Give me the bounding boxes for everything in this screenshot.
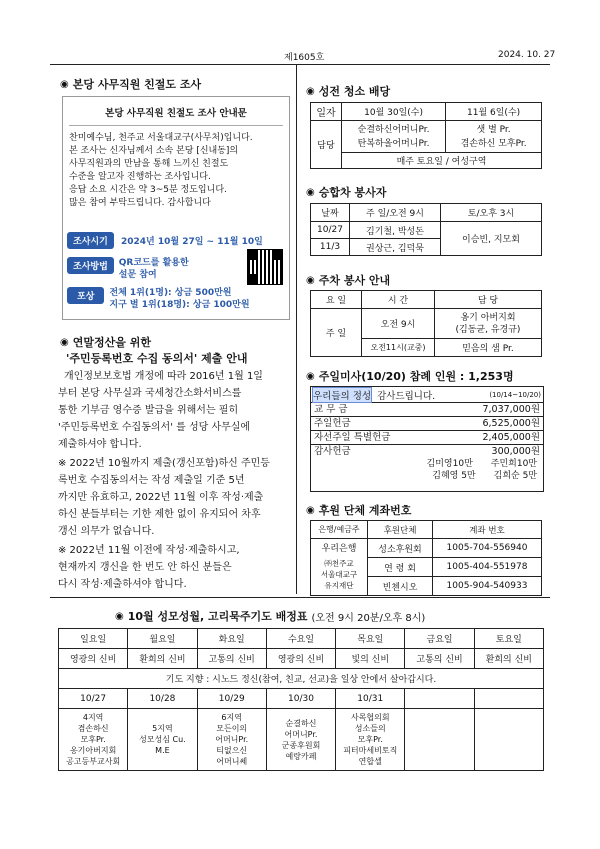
rosary-group — [266, 709, 335, 771]
rosary-group — [59, 709, 128, 771]
rosary-title-text: 10월 성모성월, 고리묵주기도 배정표 — [127, 610, 308, 623]
consent-body — [58, 368, 290, 593]
rosary-group — [197, 709, 266, 771]
survey-line: 본 조사는 신자님께서 소속 본당 [신내동]의 — [69, 146, 239, 156]
sanctuary-c2 — [446, 121, 542, 153]
rosary-day: 토요일 — [474, 629, 543, 649]
survey-prize-row — [67, 287, 250, 311]
rosary-group-line: 6지역 — [221, 713, 242, 722]
rosary-table — [58, 628, 544, 771]
rosary-group-line: 사목협의회 — [350, 713, 390, 722]
rosary-group — [128, 709, 197, 771]
meal-h1: 주 일/오전 9시 — [350, 204, 441, 222]
parking-day: 주 일 — [311, 309, 362, 357]
support-org: 연 령 회 — [368, 558, 433, 577]
parking-section-title — [306, 272, 390, 288]
donor-name: 김미영10만 — [426, 459, 473, 469]
parking-a2: 믿음의 샘 Pr. — [435, 339, 542, 357]
prize-value — [109, 287, 249, 311]
rosary-mystery: 영광의 신비 — [59, 649, 128, 669]
sanctuary-h0: 일자 — [311, 103, 342, 121]
survey-line: 수준을 알고자 진행하는 조사입니다. — [69, 172, 211, 182]
rosary-group-line: 공고등부교사회 — [66, 757, 121, 766]
method-line: 설문 참여 — [118, 270, 157, 280]
parking-title-text: 주차 봉사 안내 — [318, 274, 391, 287]
rosary-date: 10/30 — [266, 689, 335, 709]
support-acct: 1005-404-551978 — [433, 558, 542, 577]
bullet-icon: ◉ — [306, 85, 315, 97]
rosary-group-line: 성모성심 Cu. — [139, 735, 186, 744]
rosary-mystery: 빛의 신비 — [336, 649, 405, 669]
rosary-group-line: 모후Pr. — [357, 735, 383, 744]
support-org: 빈첸시오 — [368, 577, 433, 596]
sanctuary-title-text: 성전 청소 배당 — [318, 85, 391, 98]
consent-line: 현재까지 갱신을 한 번도 안 하신 분들은 — [58, 562, 232, 573]
consent-line: 갱신 의무가 없습니다. — [58, 526, 155, 537]
offering-rows — [311, 403, 543, 458]
rosary-mystery: 영광의 신비 — [266, 649, 335, 669]
parking-table — [310, 290, 542, 357]
prize-line: 지구 별 1위(18명): 상금 100만원 — [109, 300, 250, 310]
parking-h0: 요 일 — [311, 291, 362, 309]
offering-row — [311, 431, 543, 445]
rosary-row — [59, 709, 544, 771]
survey-section-title — [60, 76, 201, 92]
parking-h1: 시 간 — [362, 291, 435, 309]
survey-box — [62, 96, 290, 320]
consent-title-line2: '주민등록번호 수집 동의서' 제출 안내 — [66, 352, 248, 365]
issue-number: 제1605호 — [284, 53, 325, 63]
offering-label: 감사헌금 — [314, 446, 351, 457]
period-value: 2024년 10월 27일 ~ 11월 10일 — [120, 237, 263, 247]
offering-row — [311, 403, 543, 417]
rosary-day: 화요일 — [197, 629, 266, 649]
consent-para2 — [58, 455, 290, 540]
period-label: 조사시기 — [67, 232, 114, 249]
meal-sat-names: 이승빈, 지모회 — [441, 222, 542, 256]
survey-title-text: 본당 사무직원 친절도 조사 — [72, 78, 202, 91]
offering-row — [311, 445, 543, 458]
consent-line: ※ 2022년 11월 이전에 작성·제출하시고, — [58, 545, 240, 556]
support-bank-cell — [311, 539, 368, 596]
sanctuary-c1 — [342, 121, 446, 153]
offering-amount: 6,525,000원 — [482, 418, 540, 429]
rosary-time: (오전 9시 20분/오후 8시) — [311, 612, 426, 624]
rosary-day: 일요일 — [59, 629, 128, 649]
rosary-group — [405, 709, 474, 771]
header-rule — [50, 64, 550, 65]
method-value — [119, 257, 189, 281]
support-h2: 계좌 번호 — [433, 521, 542, 539]
rosary-day: 목요일 — [336, 629, 405, 649]
bullet-icon: ◉ — [306, 504, 315, 516]
rosary-intention: 기도 지향 : 시노드 정신(참여, 친교, 선교)을 일상 안에서 살아갑시다. — [59, 669, 544, 689]
meal-table — [310, 203, 542, 256]
issue-date: 2024. 10. 27 — [498, 50, 556, 60]
rosary-group-line: 순결하신 — [285, 718, 317, 728]
parking-t1: 오전 9시 — [362, 309, 435, 339]
consent-line: 통한 기부금 영수증 발급을 위해서는 필히 — [58, 405, 239, 416]
rosary-rule — [50, 597, 550, 598]
rosary-group-line: 피터마세비토직 — [343, 746, 398, 755]
rosary-row — [59, 649, 544, 669]
meal-r2-date: 11/3 — [311, 239, 350, 256]
rosary-date: 10/29 — [197, 689, 266, 709]
consent-line: 하신 분들부터는 기한 제한 없이 유지되어 차후 — [58, 509, 261, 520]
consent-para1 — [58, 368, 290, 453]
rosary-row — [59, 689, 544, 709]
rosary-group-line: 어머니Pr. — [284, 729, 318, 739]
offering-donors — [311, 458, 543, 482]
survey-period-row — [67, 232, 263, 249]
qr-code-icon[interactable] — [247, 249, 283, 285]
offering-period: (10/14~10/20) — [489, 390, 541, 399]
meal-title-text: 승합차 봉사자 — [318, 186, 387, 199]
rosary-date: 10/31 — [336, 689, 405, 709]
rosary-group-line: 4지역 — [82, 713, 104, 722]
survey-line: 찬미예수님, 천주교 서울대교구(사무처)입니다. — [69, 133, 253, 143]
rosary-row — [59, 669, 544, 689]
survey-body — [69, 132, 283, 210]
rosary-section-title — [115, 608, 425, 624]
sanctuary-foot: 매주 토요일 / 여성구역 — [342, 153, 542, 169]
parking-a1a: 옹기 아버지회 — [460, 312, 516, 323]
rosary-group-line: 모후Pr. — [80, 735, 106, 744]
parking-t2: 오전11시(교중) — [362, 339, 435, 357]
rosary-group-line: 성소들의 — [354, 724, 386, 733]
consent-section-title — [60, 334, 151, 350]
donor-row — [311, 458, 543, 470]
bullet-icon: ◉ — [60, 78, 69, 90]
meal-section-title — [306, 184, 386, 200]
rosary-mystery: 환희의 신비 — [128, 649, 197, 669]
rosary-group — [474, 709, 543, 771]
survey-method-row — [67, 257, 189, 281]
sanctuary-h1: 10월 30일(수) — [342, 103, 446, 121]
sanctuary-label: 담당 — [311, 121, 342, 169]
survey-box-title: 본당 사무직원 친절도 조사 안내문 — [105, 108, 247, 119]
donor-row — [311, 470, 543, 482]
rosary-group — [336, 709, 405, 771]
rosary-group-line: 어머니Pr. — [215, 735, 249, 744]
rosary-group-line: 옹기아버지회 — [69, 746, 117, 755]
offering-thanks-row — [311, 387, 543, 403]
parking-h2: 담 당 — [435, 291, 542, 309]
meal-r1-names: 김기철, 박성돈 — [350, 222, 441, 239]
support-h1: 후원단체 — [368, 521, 433, 539]
rosary-day: 월요일 — [128, 629, 197, 649]
support-owner2: 서울대교구 — [320, 569, 358, 579]
rosary-group-line: 연합셀 — [358, 757, 382, 766]
sanctuary-c1a: 순결하신어머니Pr. — [357, 124, 430, 135]
consent-line: 부터 본당 사무실과 국세청간소화서비스를 — [58, 388, 242, 399]
offering-amount: 300,000원 — [491, 446, 540, 457]
consent-line: 개인정보보호법 개정에 따라 2016년 1월 1일 — [64, 371, 263, 382]
rosary-day: 수요일 — [266, 629, 335, 649]
sanctuary-table — [310, 102, 542, 169]
survey-line: 많은 참여 부탁드립니다. 감사합니다 — [69, 198, 211, 208]
method-line: QR코드를 활용한 — [118, 258, 189, 268]
donor-name: 김희순 5만 — [493, 471, 537, 481]
parking-a1 — [435, 309, 542, 339]
rosary-date: 10/28 — [128, 689, 197, 709]
rosary-day: 금요일 — [405, 629, 474, 649]
rosary-group-line: 군종후원회 — [281, 740, 321, 750]
prize-line: 전체 1위(1명): 상금 500만원 — [109, 288, 232, 298]
survey-line: 사무직원과의 만남을 통해 느끼신 친절도 — [69, 159, 229, 169]
sanctuary-section-title — [306, 83, 390, 99]
rosary-row — [59, 629, 544, 649]
support-owner1: ㈜천주교 — [324, 558, 354, 568]
offering-label: 교 무 금 — [314, 404, 348, 415]
offering-amount: 2,405,000원 — [482, 432, 540, 443]
offering-amount: 7,037,000원 — [482, 404, 540, 415]
rosary-group-line: 모든이의 — [216, 724, 248, 733]
offering-title-text: 주일미사(10/20) 참례 인원 : 1,253명 — [318, 370, 514, 383]
support-table — [310, 520, 542, 596]
support-section-title — [306, 502, 411, 518]
rosary-group-line: 겸손하신 — [77, 724, 109, 733]
meal-r2-names: 권상근, 김덕묵 — [350, 239, 441, 256]
sanctuary-h2: 11월 6일(수) — [446, 103, 542, 121]
consent-para3 — [58, 542, 290, 593]
column-divider — [296, 64, 297, 594]
offering-label: 자선주일 특별헌금 — [314, 432, 391, 443]
consent-line: 까지만 유효하고, 2022년 11월 이후 작성·제출 — [58, 492, 264, 503]
rosary-group-line: 티없으신 — [216, 746, 248, 755]
consent-line: ※ 2022년 10월까지 제출(갱신포함)하신 주민등 — [58, 458, 270, 469]
meal-h0: 날짜 — [311, 204, 350, 222]
donor-name: 김혜영 5만 — [432, 471, 476, 481]
rosary-group-line: 예랑카페 — [285, 751, 317, 761]
consent-title-line1: 연말정산을 위한 — [72, 336, 151, 349]
survey-line: 응답 소요 시간은 약 3~5분 정도입니다. — [69, 185, 227, 195]
offering-box — [310, 386, 544, 492]
prize-label: 포상 — [67, 287, 104, 304]
bullet-icon: ◉ — [115, 610, 124, 622]
support-acct: 1005-704-556940 — [433, 539, 542, 558]
offering-label: 주일헌금 — [314, 418, 351, 429]
bullet-icon: ◉ — [306, 186, 315, 198]
rosary-group-line: 5지역 — [152, 724, 173, 733]
offering-thanks2: 감사드립니다. — [377, 390, 436, 402]
offering-thanks: 우리들의 정성 — [313, 388, 371, 402]
support-org: 성소후원회 — [368, 539, 433, 558]
bullet-icon: ◉ — [306, 370, 315, 382]
survey-box-rule — [69, 125, 283, 126]
offering-row — [311, 417, 543, 431]
consent-line: 다시 작성·제출하셔야 합니다. — [58, 579, 187, 590]
parking-a1b: (김동균, 유경규) — [455, 324, 521, 335]
method-label: 조사방법 — [67, 257, 114, 274]
meal-r1-date: 10/27 — [311, 222, 350, 239]
consent-line: 록번호 수집동의서는 작성 제출일 기준 5년 — [58, 475, 245, 486]
support-owner3: 유지재단 — [324, 580, 354, 590]
rosary-mystery: 고통의 신비 — [405, 649, 474, 669]
sanctuary-c2a: 샛 별 Pr. — [476, 124, 511, 135]
support-title-text: 후원 단체 계좌번호 — [318, 504, 412, 517]
rosary-date — [474, 689, 543, 709]
donor-name: 주민희10만 — [490, 459, 537, 469]
meal-h2: 토/오후 3시 — [441, 204, 542, 222]
rosary-group-line: 어머니쎄 — [216, 757, 248, 766]
consent-line: 제출하셔야 합니다. — [58, 439, 142, 450]
rosary-group-line: M.E — [155, 746, 170, 755]
bullet-icon: ◉ — [306, 274, 315, 286]
bullet-icon: ◉ — [60, 336, 69, 348]
rosary-date: 10/27 — [59, 689, 128, 709]
rosary-mystery: 고통의 신비 — [197, 649, 266, 669]
offering-section-title — [306, 368, 514, 384]
rosary-mystery: 환희의 신비 — [474, 649, 543, 669]
sanctuary-c1b: 탄복하올어머니Pr. — [357, 138, 430, 149]
support-h0: 은행/예금주 — [311, 521, 368, 539]
consent-line: '주민등록번호 수집동의서' 를 성당 사무실에 — [58, 422, 251, 433]
rosary-date — [405, 689, 474, 709]
support-bank: 우리은행 — [321, 543, 357, 554]
sanctuary-c2b: 겸손하신 모후Pr. — [460, 138, 527, 149]
support-acct: 1005-904-540933 — [433, 577, 542, 596]
